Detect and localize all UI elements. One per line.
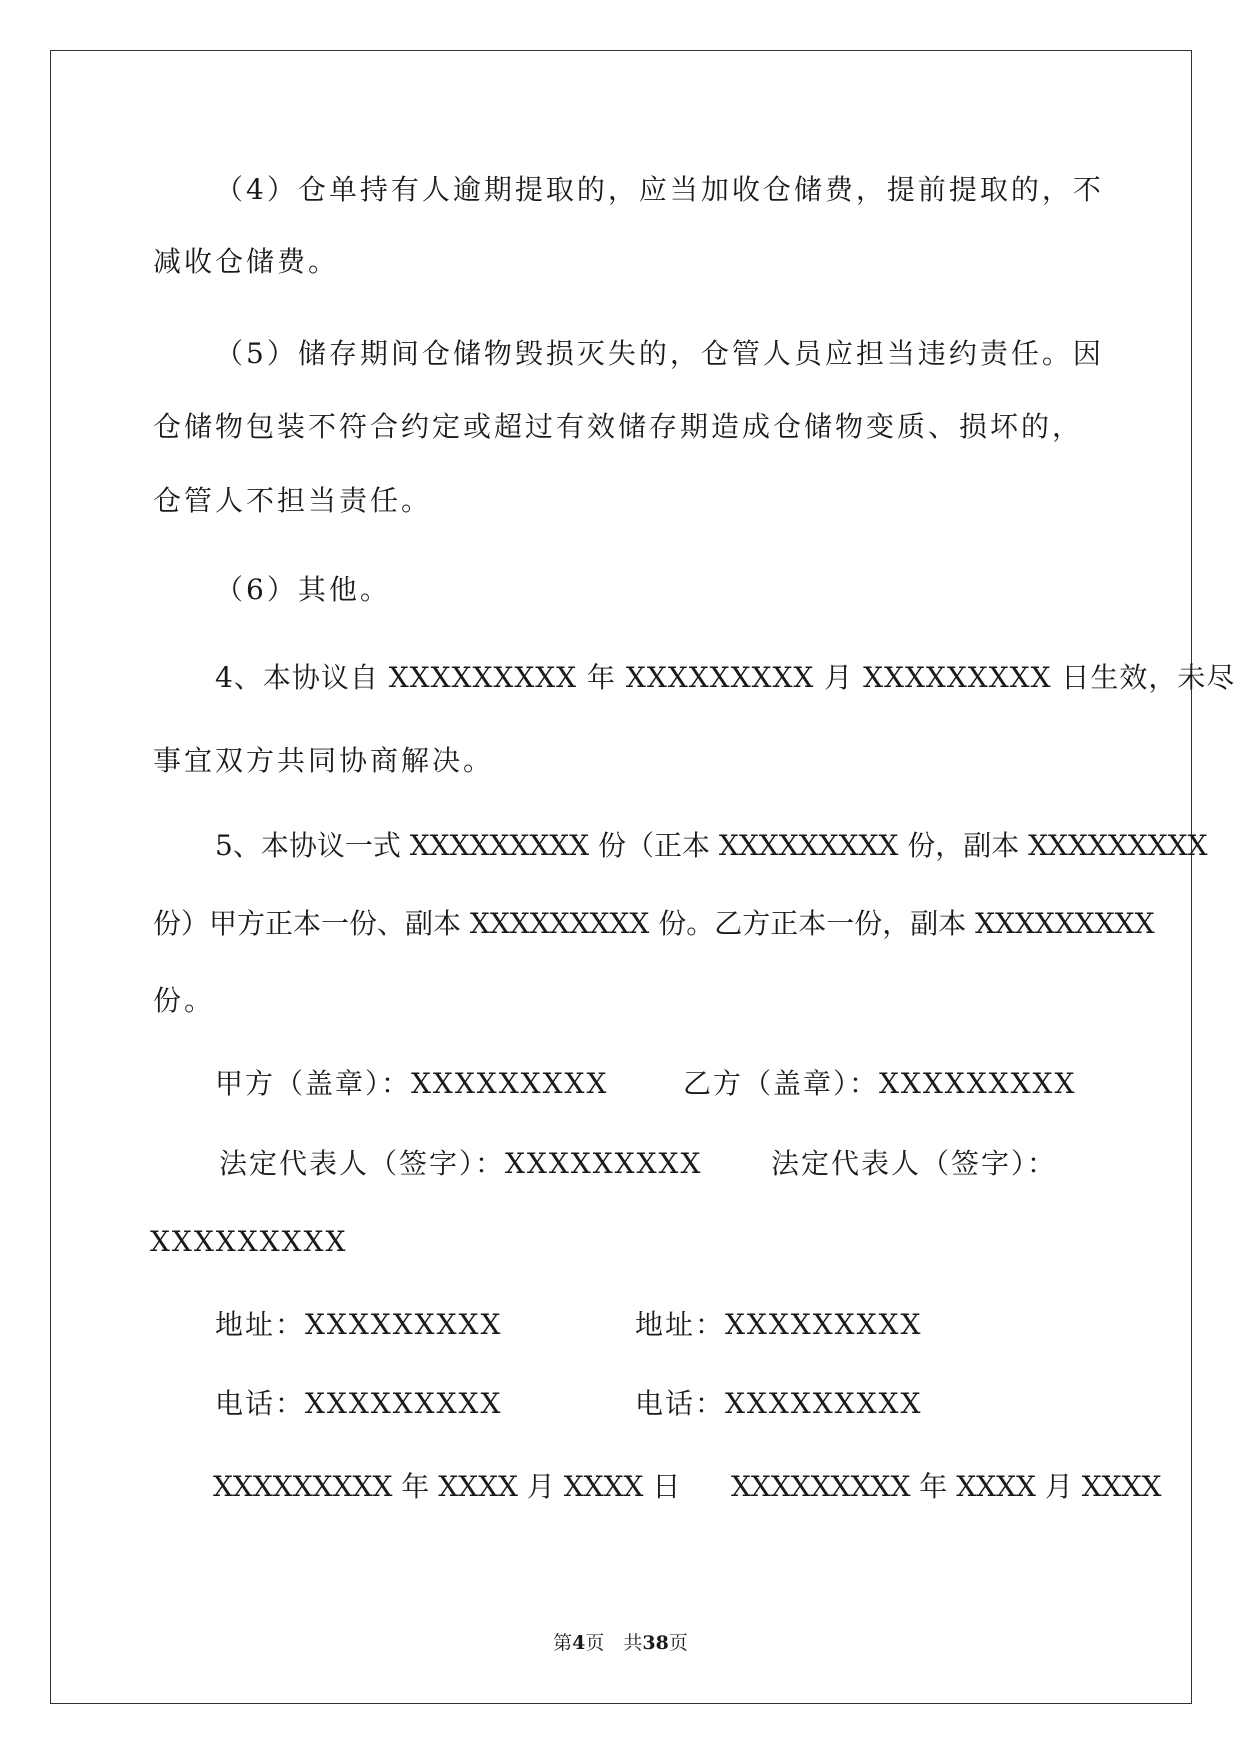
party-a-representative: 法定代表人（签字）：XXXXXXXXX	[219, 1147, 703, 1180]
party-a-address: 地址：XXXXXXXXX	[215, 1308, 503, 1341]
clause-5-line-3: 份。	[153, 984, 216, 1017]
party-b-date: XXXXXXXXX 年 XXXX 月 XXXX	[731, 1470, 1162, 1503]
page-footer	[0, 1630, 1241, 1656]
party-b-seal: 乙方（盖章）：XXXXXXXXX	[683, 1067, 1077, 1100]
page-border	[50, 50, 1236, 1704]
footer-current-page: 4	[572, 1632, 586, 1654]
paragraph-4-line-2: 减收仓储费。	[153, 245, 340, 278]
clause-4-line-1: 4、本协议自 XXXXXXXXX 年 XXXXXXXXX 月 XXXXXXXXX 日生效，未尽	[215, 661, 1236, 694]
paragraph-4-line-1: （4）仓单持有人逾期提取的，应当加收仓储费，提前提取的，不	[215, 173, 1104, 206]
footer-mid: 页 共	[585, 1632, 643, 1654]
paragraph-5-line-2: 仓储物包装不符合约定或超过有效储存期造成仓储物变质、损坏的，	[153, 410, 1084, 443]
footer-total-pages: 38	[642, 1632, 669, 1654]
clause-5-line-1: 5、本协议一式 XXXXXXXXX 份（正本 XXXXXXXXX 份，副本 XXXXXXXXX	[215, 829, 1208, 862]
party-a-seal: 甲方（盖章）：XXXXXXXXX	[215, 1067, 609, 1100]
paragraph-5-line-3: 仓管人不担当责任。	[153, 484, 433, 517]
footer-prefix: 第	[553, 1632, 573, 1654]
party-b-representative: 法定代表人（签字）：	[771, 1147, 1058, 1180]
party-b-address: 地址：XXXXXXXXX	[635, 1308, 923, 1341]
clause-5-line-2: 份）甲方正本一份、副本 XXXXXXXXX 份。乙方正本一份，副本 XXXXXXXXX	[153, 907, 1155, 940]
footer-suffix: 页	[668, 1632, 688, 1654]
paragraph-6-line-1: （6）其他。	[215, 573, 391, 606]
clause-4-line-2: 事宜双方共同协商解决。	[153, 744, 495, 777]
paragraph-5-line-1: （5）储存期间仓储物毁损灭失的，仓管人员应担当违约责任。因	[215, 337, 1104, 370]
party-b-representative-value: XXXXXXXXX	[150, 1225, 348, 1258]
party-a-date: XXXXXXXXX 年 XXXX 月 XXXX 日	[213, 1470, 681, 1503]
party-b-phone: 电话：XXXXXXXXX	[635, 1387, 923, 1420]
party-a-phone: 电话：XXXXXXXXX	[215, 1387, 503, 1420]
